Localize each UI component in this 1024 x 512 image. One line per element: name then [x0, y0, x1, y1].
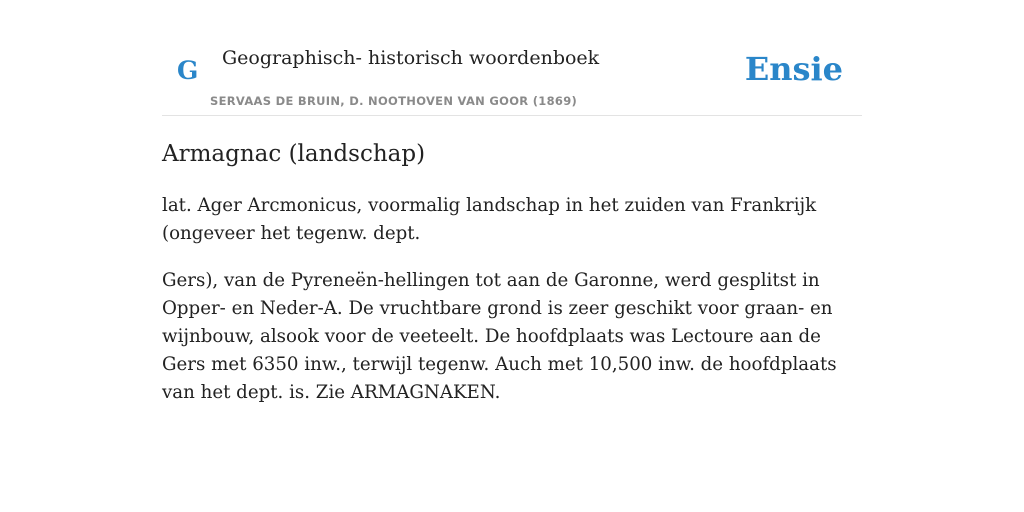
source-header — [162, 36, 862, 116]
article — [162, 138, 862, 407]
article-paragraph: lat. Ager Arcmonicus, voormalig landschap in het zuiden van Frankrijk (ongeveer het tegenw. dept. — [162, 195, 817, 244]
ensie-brand-logo[interactable]: Ensie — [744, 50, 843, 88]
source-logo-letter[interactable]: G — [177, 56, 199, 85]
article-paragraph: Gers), van de Pyreneën-hellingen tot aan de Garonne, werd gesplitst in Opper- en Neder-A. De vruchtbare grond is zeer geschikt voor graan- en wijnbouw, alsook voor de veeteelt. De hoofdplaats was Lectoure aan de Gers met 6350 inw., terwijl tegenw. Auch met 10,500 inw. de hoofdplaats van het dept. is. Zie ARMAGNAKEN. — [162, 270, 837, 403]
source-title-link[interactable]: Geographisch- historisch woordenboek — [222, 47, 600, 69]
source-authors: SERVAAS DE BRUIN, D. NOOTHOVEN VAN GOOR (1869) — [210, 94, 578, 108]
article-title: Armagnac (landschap) — [162, 141, 426, 167]
